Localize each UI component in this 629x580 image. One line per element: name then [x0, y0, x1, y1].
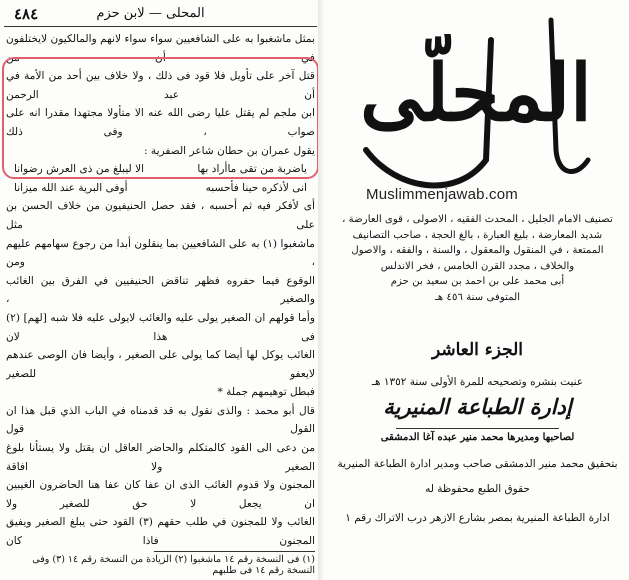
publisher-divider	[396, 428, 559, 429]
author-line: تصنيف الامام الجليل ، المحدث الفقيه ، الاصولى ، قوى العارضة ،	[342, 214, 613, 225]
poem-verse	[6, 179, 315, 198]
author-line: شديد المعارضة ، بليغ العبارة ، بالغ الحجة ، صاحب التصانيف	[352, 229, 603, 241]
edition-note: عنيت بنشره وتصحيحه للمرة الأولى سنة ١٣٥٢ هـ	[371, 376, 584, 388]
author-death-date: المتوفى سنة ٤٥٦ هـ	[434, 291, 521, 303]
book-gutter	[318, 0, 324, 580]
text-page	[4, 0, 317, 580]
text-line: الوقوع فيما حفروه فظهر تناقض الحنيفيين في الفرق بين الغائب والصغير ،	[6, 274, 315, 306]
watermark: Muslimmenjawab.com	[366, 186, 518, 203]
editor-line: بتحقيق محمد منير الدمشقى صاحب ومدير ادارة الطباعة المنيرية	[337, 458, 618, 470]
text-line: المجنون ولا قدوم الغائب الذى ان عفا كان عفا هنا الحاضرون الغيبين ان يجعل لا حق للصغير ولا	[6, 479, 315, 510]
footnotes: (١) فى النسخة رقم ١٤ ماشغبوا (٢) الزيادة من النسخة رقم ١٤ (٣) وفى النسخة رقم ١٤ فى طلبهم	[32, 554, 315, 576]
book-title: المحلّى	[360, 48, 592, 139]
author-line: الممتعة ، في المنقول والمعقول ، والسنة ، والفقه ، والاصول	[351, 245, 604, 256]
title-page	[326, 0, 629, 580]
verse-hemistich: انى لأذكره حينا فأحسبه	[205, 181, 307, 194]
text-line: الغائب ولا للمجنون في طلب حقهم (٣) القود حتى يبلغ الصغير ويفيق المجنون فاذا كان	[6, 516, 315, 548]
text-line: قال أبو محمد : والذى نقول به قد قدمناه في الباب الذي قبل هذا ان القول قول	[6, 404, 315, 436]
text-line: قتل آخر على تأويل فلا قود فى ذلك ، ولا خلاف بين أحد من الأمة في أن عبد الرحمن	[6, 70, 315, 101]
author-name: أبى محمد على بن احمد بن سعيد بن حزم	[390, 276, 565, 287]
publisher-address: ادارة الطباعة المنيرية بمصر بشارع الازهر درب الاتراك رقم ١	[345, 512, 610, 524]
author-description	[338, 212, 617, 305]
text-line: وأما قولهم ان الصغير يولى عليه والغائب لايولى عليه فلا شبه [لهم] (٢) فى هذا لان	[6, 311, 315, 343]
publisher-name: إدارة الطباعة المنيرية	[383, 394, 572, 419]
verse-hemistich: أوفى البرية عند الله ميزانا	[14, 181, 128, 194]
running-title: المحلى — لابن حزم	[96, 6, 205, 21]
title-calligraphy	[326, 0, 629, 200]
poem-verse	[6, 160, 315, 179]
publisher-owner: لصاحبها ومديرها محمد منير عبده آغا الدمشقى	[380, 432, 575, 443]
page-number: ٤٨٤	[14, 5, 39, 23]
text-line: الغائب يوكل لها أيضا كما يولى على الصغير ، وأيضا فان الوصى عندهم لايعفو للصغير	[6, 349, 315, 380]
text-line: فبطل توهيمهم جملة *	[217, 386, 315, 399]
verse-hemistich: الا ليبلغ من ذى العرش رضوانا	[14, 163, 145, 176]
body-text	[6, 30, 315, 550]
verse-hemistich: ياضربة من تقى ماأراد بها	[197, 163, 307, 176]
copyright-line: حقوق الطبع محفوظة له	[425, 483, 530, 495]
text-line: أى لأفكر فيه ثم أحسبه ، فقد حصل الحنيفيون من خلاف الحسن بن على مثل	[6, 200, 315, 231]
text-line: يقول عمران بن حطان شاعر الصفرية :	[144, 144, 315, 157]
running-header	[4, 2, 317, 27]
text-line: بمثل ماشغبوا به على الشافعيين سواء سواء لانهم والمالكيون لايختلفون في أن من	[6, 33, 315, 64]
volume-label: الجزء العاشر	[431, 340, 524, 360]
text-line: ماشغبوا (١) به على الشافعيين بما ينقلون أبدا من رجوع سهامهم عليهم ، ومن	[6, 237, 315, 269]
footnote-divider	[154, 551, 315, 552]
author-line: والخلاف ، مجدد القرن الخامس ، فخر الاندلس	[380, 260, 575, 272]
text-line: ابن ملجم لم يقتل عليا رضى الله عنه الا متأولا مجتهدا مقدرا انه على صواب ، وفى ذلك	[6, 107, 315, 138]
text-line: من دعى الى القود كالمتكلم والحاضر العاقل ان يقتل ولا يستأنا بلوغ الصغير ولا افاقة	[6, 442, 315, 473]
